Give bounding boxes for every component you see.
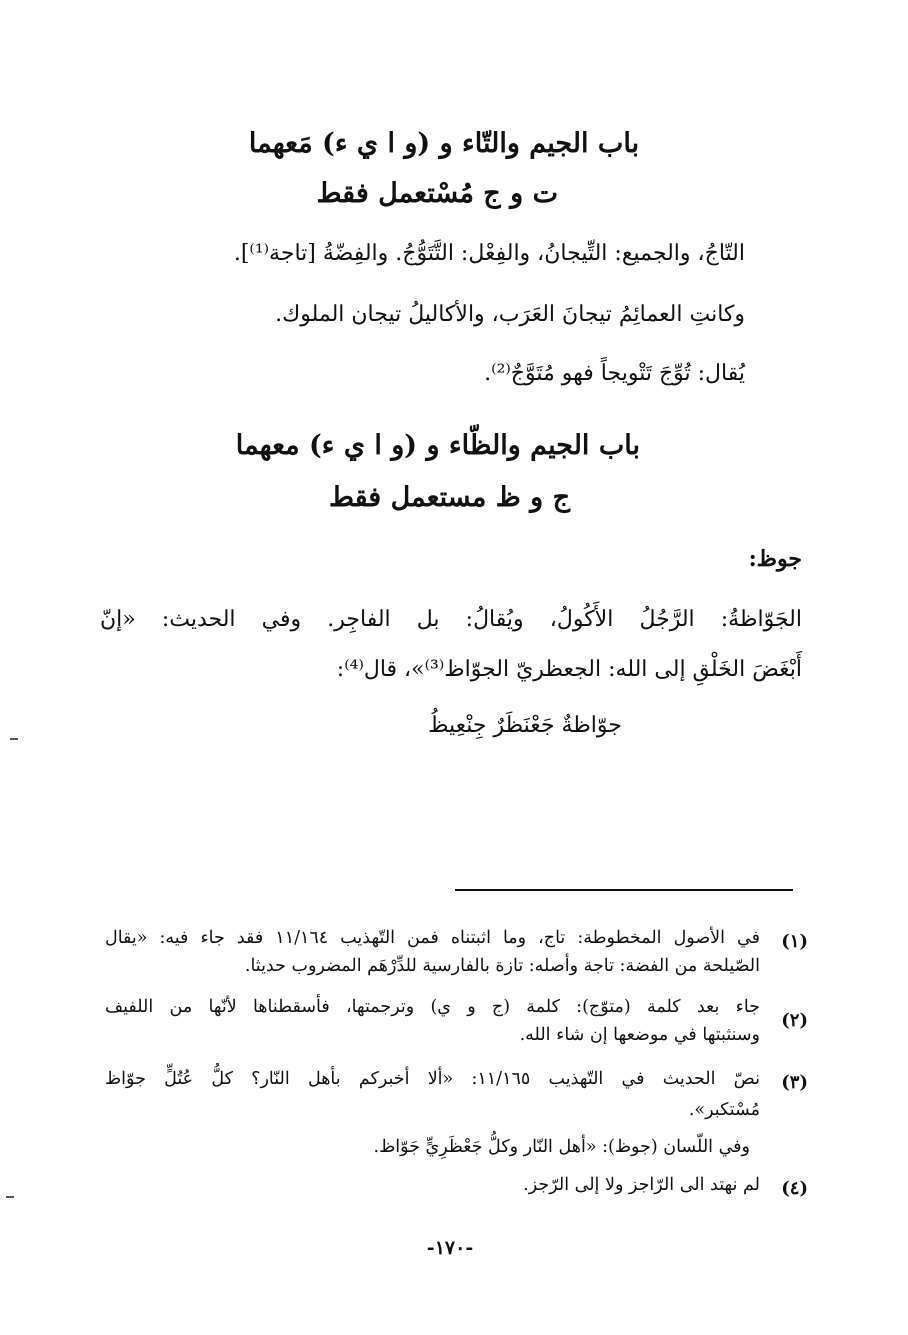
footnote-3-line-3: وفي اللّسان (جوظ): «أهل النّار وكلُّ جَعْظَرِيٍّ جَوّاظ.: [373, 1137, 750, 1157]
section-subheading-2: ج و ظ مستعمل فقط: [328, 482, 570, 513]
taj-entry-line-1: التّاجُ، والجميع: التِّيجانُ، والفِعْل: التَّتَوُّجُ. والفِضّةُ [تاجة⁽¹⁾].: [233, 241, 745, 266]
jawz-entry-line-1: الجَوّاظةُ: الرَّجُلُ الأَكُولُ، ويُقالُ: بل الفاجِر. وفي الحديث: «إنّ: [100, 607, 802, 632]
taj-entry-line-3: يُقال: تُوِّجَ تَتْويجاً فهو مُتَوَّجٌ⁽²⁾.: [484, 361, 745, 386]
footnote-3-line-2: مُسْتكبر».: [688, 1100, 760, 1120]
page-number: -١٧٠-: [426, 1237, 474, 1259]
footnote-1-line-1: في الأصول المخطوطة: تاج، وما اثبتناه فمن التّهذيب ١١/١٦٤ فقد جاء فيه: «يقال: [105, 928, 760, 948]
footnote-4-line-1: لم نهتد الى الرّاجز ولا إلى الرّجز.: [523, 1175, 760, 1195]
section-heading-1: باب الجيم والتّاء و (و ا ي ء) مَعهما: [248, 128, 640, 159]
footnote-number-2: (٢): [781, 1010, 808, 1031]
footnote-number-1: (١): [781, 931, 808, 952]
scan-mark: [6, 1196, 14, 1198]
footnote-number-3: (٣): [781, 1072, 808, 1093]
footnote-separator: [455, 889, 793, 891]
verse-line: جوّاظةٌ جَعْنَظَرٌ جِنْعِيظُ: [428, 713, 622, 738]
footnote-1-line-2: الصّيلحة من الفضة: تاجة وأصله: تازة بالفارسية للدِّرْهَم المضروب حديثا.: [244, 956, 760, 976]
taj-entry-line-2: وكانتِ العمائِمُ تيجانَ العَرَب، والأكاليلُ تيجان الملوك.: [275, 302, 745, 327]
section-subheading-1: ت و ج مُسْتعمل فقط: [316, 178, 558, 209]
entry-key-jawz: جوظ:: [748, 546, 802, 572]
scan-mark: [10, 738, 18, 740]
footnote-2-line-1: جاء بعد كلمة (متوّج): كلمة (ج و ي) وترجمتها، فأسقطناها لأنّها من اللفيف: [105, 997, 760, 1017]
footnote-3-line-1: نصّ الحديث في التّهذيب ١١/١٦٥: «ألا أخبركم بأهل النّار؟ كلُّ عُتُلٍّ جوّاظ: [105, 1069, 760, 1089]
footnote-number-4: (٤): [781, 1178, 808, 1199]
jawz-entry-line-2: أَبْغَضَ الخَلْقِ إلى الله: الجعظريّ الجوّاظ⁽³⁾»، قال⁽⁴⁾:: [336, 657, 802, 682]
section-heading-2: باب الجيم والظّاء و (و ا ي ء) معهما: [235, 430, 640, 461]
footnote-2-line-2: وسنثبتها في موضعها إن شاء الله.: [519, 1025, 760, 1045]
